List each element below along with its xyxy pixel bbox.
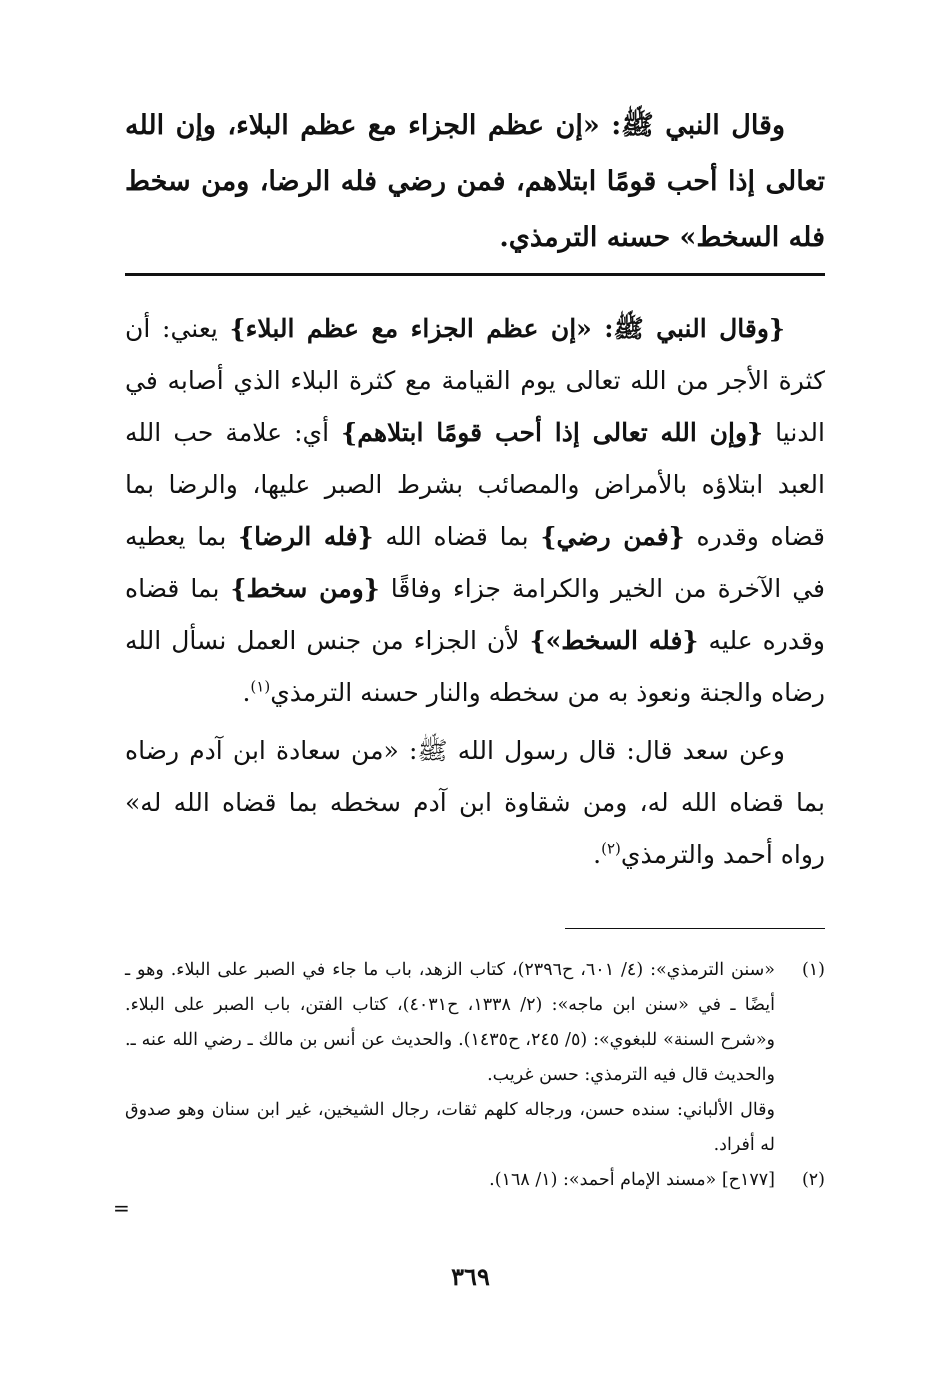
footnote-2 [125, 1163, 825, 1198]
quoted-phrase: {وإن الله تعالى إذا أحب قومًا ابتلاهم} [341, 418, 764, 447]
commentary-text: بما قضاه وقدره عليه [125, 574, 825, 655]
commentary [125, 303, 825, 881]
commentary-text: وعن سعد قال: قال رسول الله ﷺ: «من سعادة ابن آدم رضاه بما قضاه الله له، ومن شقاوة ابن آدم سخطه بما قضاه الله له» رواه أحمد والترمذي [125, 736, 825, 869]
footnote-separator [565, 928, 825, 929]
footnotes [125, 953, 825, 1198]
commentary-text: بما يعطيه في الآخرة من الخير والكرامة جزاء وفاقًا [125, 522, 825, 603]
footnote-body [125, 1163, 775, 1198]
commentary-text: أي: علامة حب الله العبد ابتلاؤه بالأمراض والمصائب بشرط الصبر عليها، والرضا بما قضاه وقدره [125, 418, 825, 551]
footnote-ref-2[interactable]: (٢) [601, 839, 621, 858]
commentary-text: يعني: أن كثرة الأجر من الله تعالى يوم القيامة مع كثرة البلاء الذي أصابه في الدنيا [125, 314, 825, 447]
quoted-phrase: {فمن رضي} [540, 522, 685, 551]
hadith-block: وقال النبي ﷺ: «إن عظم الجزاء مع عظم البلاء، وإن الله تعالى إذا أحب قومًا ابتلاهم، فمن رضي فله الرضا، ومن سخط فله السخط» حسنه الترمذي. [125, 110, 825, 253]
separator-rule [125, 273, 825, 276]
quoted-phrase: {فله السخط»} [529, 626, 699, 655]
quoted-phrase: {وقال النبي ﷺ: «إن عظم الجزاء مع عظم البلاء} [229, 314, 785, 343]
footnote-line: [١٧٧ح] «مسند الإمام أحمد»: (١/ ١٦٨). [489, 1170, 775, 1190]
continuation-mark: = [113, 1196, 130, 1220]
footnote-number: (٢) [801, 1170, 825, 1190]
footnote-body [125, 953, 775, 1163]
page-number: ٣٦٩ [451, 1262, 490, 1291]
quoted-phrase: {ومن سخط} [230, 574, 380, 603]
quoted-phrase: {فله الرضا} [238, 522, 374, 551]
commentary-paragraph-2 [125, 725, 825, 881]
footnote-1 [125, 953, 825, 1163]
commentary-text: لأن الجزاء من جنس العمل نسأل الله رضاه والجنة ونعوذ به من سخطه والنار حسنه الترمذي [125, 626, 825, 707]
period: . [242, 678, 251, 707]
footnote-ref-1[interactable]: (١) [250, 677, 271, 696]
commentary-text: بما قضاه الله [373, 522, 541, 551]
period: . [593, 840, 602, 869]
footnote-number: (١) [801, 960, 825, 980]
footnote-line: «سنن الترمذي»: (٤/ ٦٠١، ح٢٣٩٦)، كتاب الزهد، باب ما جاء في الصبر على البلاء. وهو ـ أيضًا ـ في «سنن ابن ماجه»: (٢/ ١٣٣٨، ح٤٠٣١)، كتاب الفتن، باب الصبر على البلاء. و«شرح السنة» للبغوي»: (٥/ ٢٤٥، ح١٤٣٥). والحديث عن أنس بن مالك ـ رضي الله عنه ـ. والحديث قال فيه الترمذي: حسن غريب. [125, 960, 775, 1085]
commentary-paragraph-1 [125, 303, 825, 719]
footnote-line: وقال الألباني: سنده حسن، ورجاله كلهم ثقات، رجال الشيخين، غير ابن سنان وهو صدوق له أفراد. [125, 1100, 775, 1155]
